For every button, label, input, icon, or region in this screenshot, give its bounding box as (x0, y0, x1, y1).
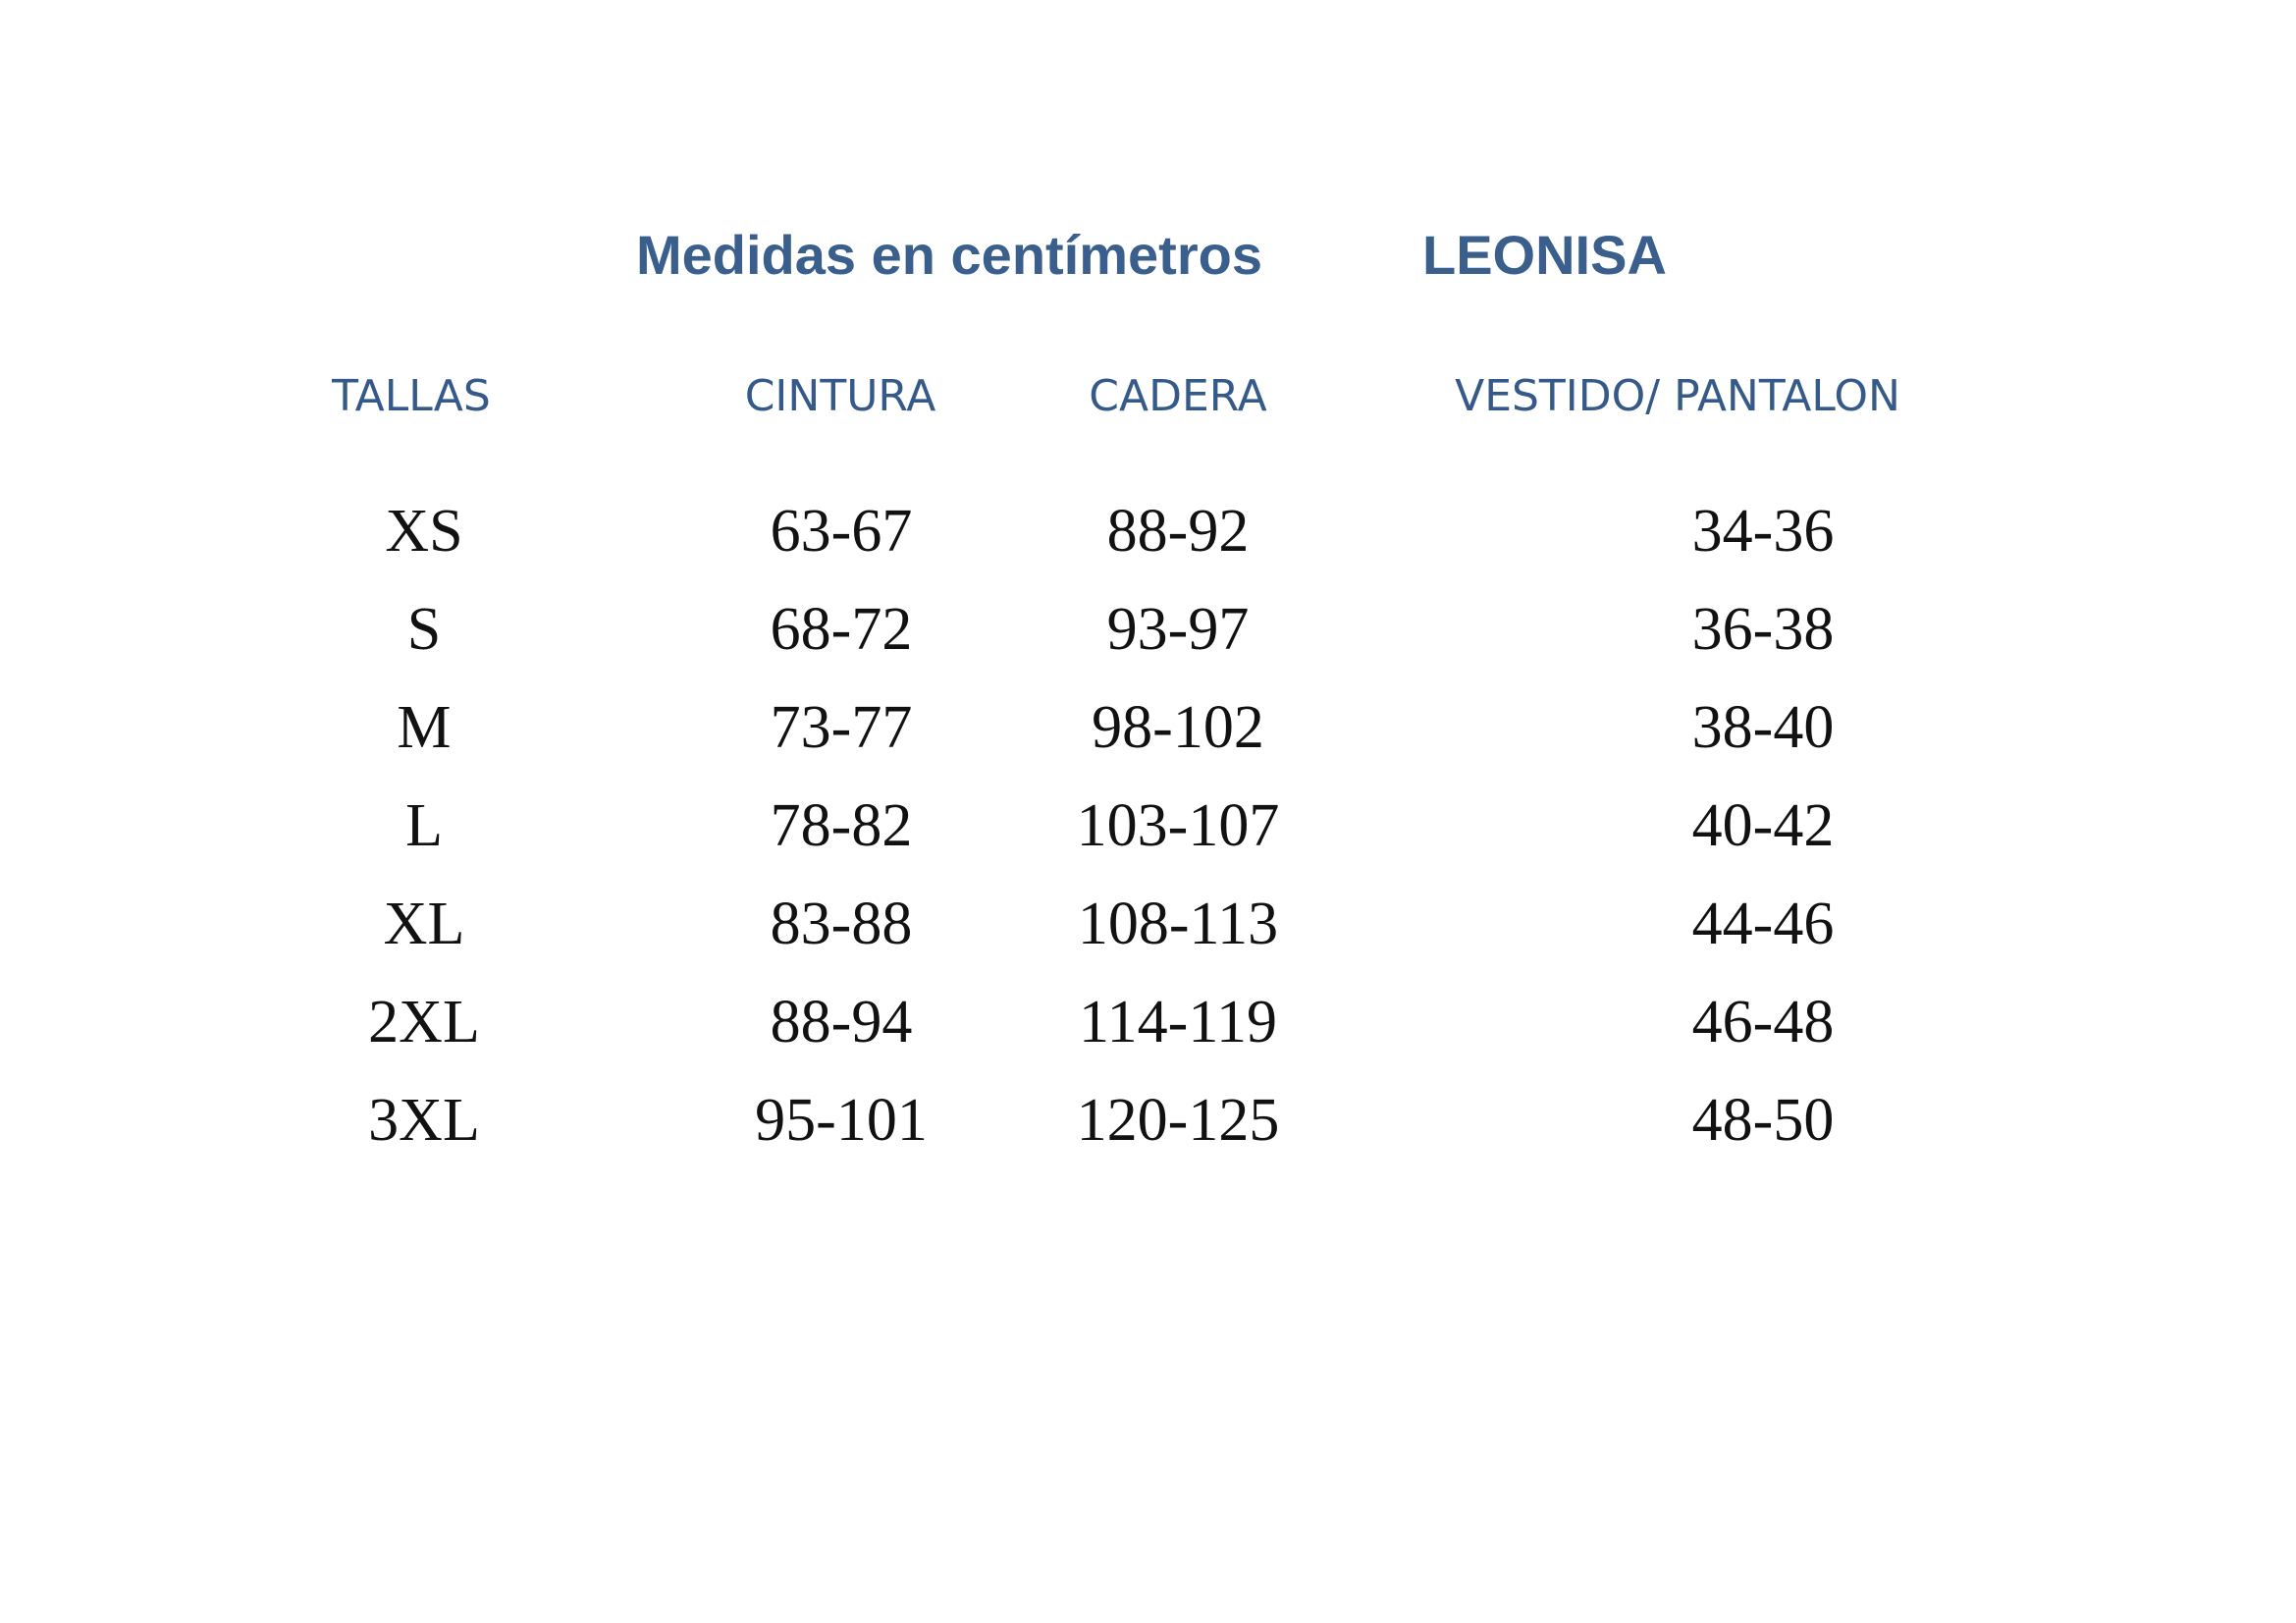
table-row (0, 1087, 2296, 1178)
hip-cell: 93-97 (1106, 596, 1250, 663)
dress-pants-cell: 40-42 (1691, 792, 1835, 859)
hip-cell: 114-119 (1078, 989, 1278, 1055)
dress-pants-cell: 38-40 (1691, 694, 1835, 761)
size-cell: 3XL (368, 1087, 480, 1154)
table-row (0, 694, 2296, 785)
waist-cell: 78-82 (770, 792, 913, 859)
dress-pants-cell: 34-36 (1691, 498, 1835, 565)
waist-cell: 83-88 (770, 891, 913, 957)
size-cell: M (397, 694, 452, 761)
hip-cell: 108-113 (1077, 891, 1279, 957)
column-header-vestido-pantalon: VESTIDO/ PANTALON (1455, 371, 1900, 421)
hip-cell: 98-102 (1092, 694, 1264, 761)
column-header-tallas: TALLAS (332, 371, 491, 421)
table-row (0, 498, 2296, 589)
size-cell: 2XL (368, 989, 480, 1055)
column-header-cadera: CADERA (1089, 371, 1267, 421)
table-row (0, 596, 2296, 687)
waist-cell: 88-94 (770, 989, 913, 1055)
size-cell: XL (383, 891, 465, 957)
hip-cell: 120-125 (1076, 1087, 1280, 1154)
dress-pants-cell: 48-50 (1691, 1087, 1835, 1154)
waist-cell: 95-101 (755, 1087, 928, 1154)
dress-pants-cell: 44-46 (1691, 891, 1835, 957)
size-cell: S (406, 596, 442, 663)
dress-pants-cell: 36-38 (1691, 596, 1835, 663)
table-row (0, 893, 2296, 982)
page-title: Medidas en centímetros (636, 224, 1262, 286)
brand-name: LEONISA (1422, 224, 1667, 286)
hip-cell: 103-107 (1076, 792, 1280, 859)
waist-cell: 68-72 (770, 596, 913, 663)
dress-pants-cell: 46-48 (1691, 989, 1835, 1055)
table-row (0, 989, 2296, 1080)
size-cell: L (405, 792, 443, 859)
waist-cell: 63-67 (770, 498, 913, 565)
waist-cell: 73-77 (770, 694, 913, 761)
size-cell: XS (385, 498, 463, 565)
table-row (0, 792, 2296, 884)
column-header-cintura: CINTURA (744, 371, 936, 421)
hip-cell: 88-92 (1106, 498, 1250, 565)
